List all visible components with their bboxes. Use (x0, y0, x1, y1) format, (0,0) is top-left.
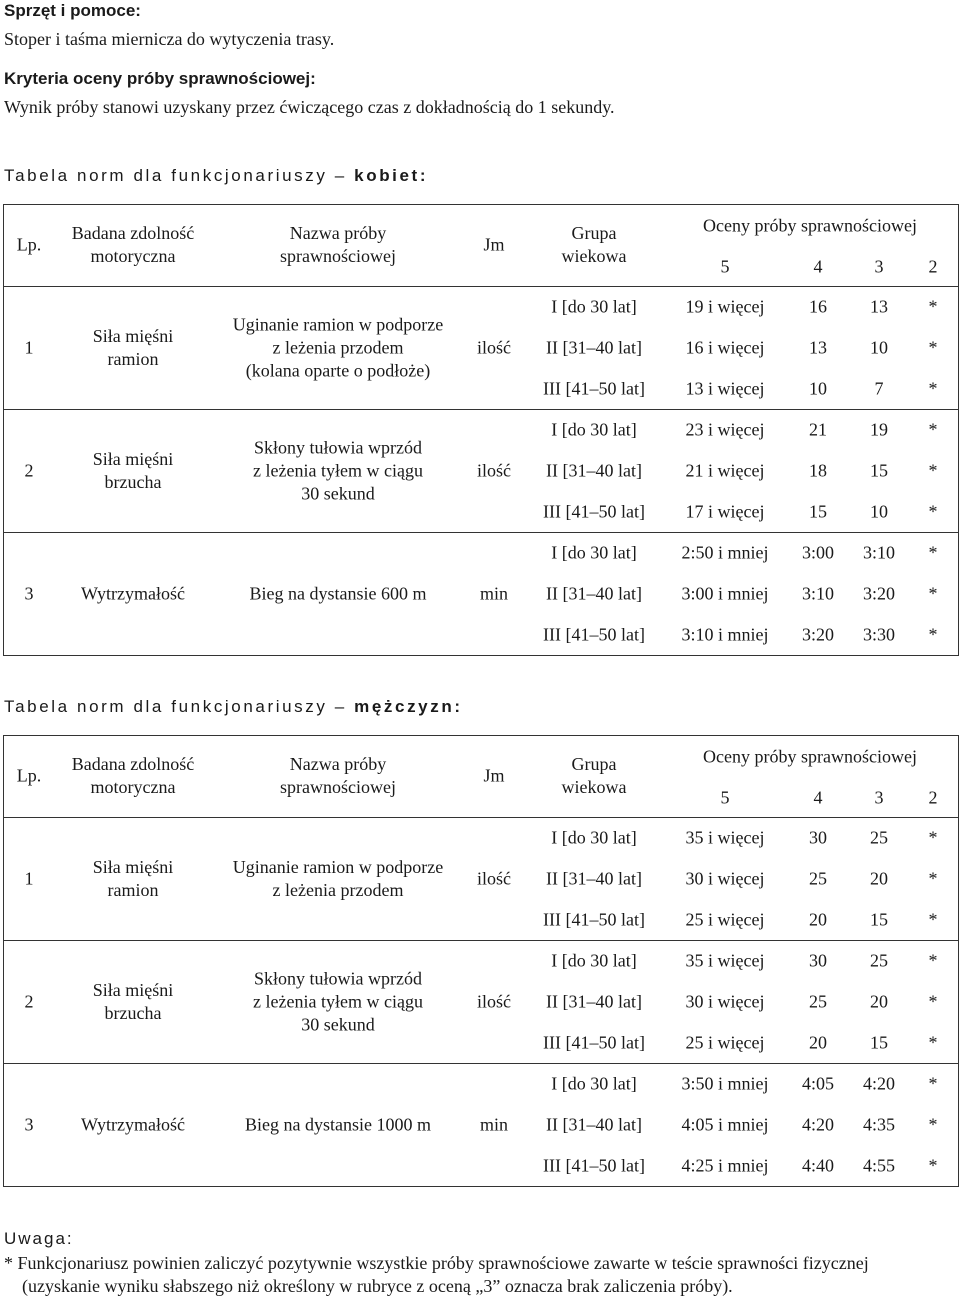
grade-4-cell: 10 (809, 378, 827, 398)
grade-4-cell: 16 (809, 296, 827, 316)
header-grade-4: 4 (813, 256, 823, 277)
grade-2-cell: * (928, 909, 938, 929)
grade-2-cell: * (928, 337, 938, 357)
grade-3-cell: 7 (874, 378, 884, 398)
grade-5-cell: 35 i więcej (685, 827, 765, 847)
grade-3-cell: 25 (870, 950, 888, 970)
row-ability: Siła mięśni ramion (92, 856, 174, 900)
grade-5-cell: 23 i więcej (685, 419, 765, 439)
row-lp: 3 (24, 1114, 34, 1134)
table-rule-v (3, 817, 4, 941)
header-ability: Badana zdolność motoryczna (71, 754, 195, 797)
age-group-cell: II [31–40 lat] (546, 460, 642, 480)
grade-3-cell: 15 (870, 460, 888, 480)
grade-2-cell: * (928, 501, 938, 521)
table-rule-v (958, 940, 959, 1064)
row-test-name: Bieg na dystansie 1000 m (245, 1114, 431, 1134)
grade-5-cell: 19 i więcej (685, 296, 765, 316)
age-group-cell: III [41–50 lat] (543, 909, 645, 929)
header-test-name: Nazwa próby sprawnościowej (280, 223, 396, 266)
grade-3-cell: 4:35 (862, 1114, 896, 1134)
age-group-cell: III [41–50 lat] (543, 1032, 645, 1052)
row-unit: ilość (477, 337, 511, 357)
grade-2-cell: * (928, 296, 938, 316)
grade-4-cell: 25 (809, 991, 827, 1011)
header-ability: Badana zdolność motoryczna (71, 223, 195, 266)
grade-3-cell: 20 (870, 991, 888, 1011)
grade-5-cell: 4:05 i mniej (681, 1114, 769, 1134)
grade-2-cell: * (928, 542, 938, 562)
table-rule-v (958, 735, 959, 818)
header-grade-3: 3 (874, 256, 884, 277)
grade-2-cell: * (928, 827, 938, 847)
age-group-cell: I [do 30 lat] (551, 827, 637, 847)
grade-5-cell: 4:25 i mniej (681, 1155, 769, 1175)
row-lp: 2 (24, 460, 34, 480)
grade-2-cell: * (928, 419, 938, 439)
table-rule-v (3, 204, 4, 287)
note-heading: Uwaga: (4, 1229, 74, 1248)
grade-2-cell: * (928, 378, 938, 398)
row-lp: 2 (24, 991, 34, 1011)
grade-3-cell: 4:55 (862, 1155, 896, 1175)
grade-5-cell: 30 i więcej (685, 991, 765, 1011)
header-grade-2: 2 (928, 256, 938, 277)
table-rule-h (3, 735, 958, 736)
header-age-group: Grupa wiekowa (561, 754, 627, 797)
grade-4-cell: 18 (809, 460, 827, 480)
age-group-cell: III [41–50 lat] (543, 1155, 645, 1175)
age-group-cell: II [31–40 lat] (546, 991, 642, 1011)
header-grades-title: Oceny próby sprawnościowej (703, 215, 917, 236)
header-grade-3: 3 (874, 787, 884, 808)
women-table-title: Tabela norm dla funkcjonariuszy – kobiet: (4, 166, 429, 185)
equipment-text: Stoper i taśma miernicza do wytyczenia trasy. (4, 29, 335, 49)
row-test-name: Skłony tułowia wprzód z leżenia tyłem w ciągu 30 sekund (253, 437, 423, 503)
grade-2-cell: * (928, 1032, 938, 1052)
grade-5-cell: 35 i więcej (685, 950, 765, 970)
grade-4-cell: 3:10 (801, 583, 835, 603)
table-rule-v (3, 1063, 4, 1187)
grade-4-cell: 4:40 (801, 1155, 835, 1175)
table-rule-v (958, 532, 959, 656)
table-rule-h (3, 817, 958, 818)
grade-2-cell: * (928, 583, 938, 603)
grade-5-cell: 21 i więcej (685, 460, 765, 480)
row-lp: 3 (24, 583, 34, 603)
equipment-heading: Sprzęt i pomoce: (4, 1, 141, 20)
row-unit: ilość (477, 460, 511, 480)
grade-4-cell: 4:05 (801, 1073, 835, 1093)
table-rule-h (3, 286, 958, 287)
grade-4-cell: 3:20 (801, 624, 835, 644)
grade-5-cell: 3:50 i mniej (681, 1073, 769, 1093)
header-lp: Lp. (16, 234, 42, 255)
grade-5-cell: 25 i więcej (685, 909, 765, 929)
grade-2-cell: * (928, 1073, 938, 1093)
grade-3-cell: 4:20 (862, 1073, 896, 1093)
table-rule-v (3, 409, 4, 533)
age-group-cell: I [do 30 lat] (551, 296, 637, 316)
table-rule-v (3, 940, 4, 1064)
row-ability: Siła mięśni ramion (92, 325, 174, 369)
row-unit: ilość (477, 868, 511, 888)
grade-3-cell: 3:20 (862, 583, 896, 603)
header-unit: Jm (483, 234, 505, 255)
grade-5-cell: 2:50 i mniej (681, 542, 769, 562)
table-rule-h (3, 532, 958, 533)
grade-2-cell: * (928, 624, 938, 644)
grade-5-cell: 13 i więcej (685, 378, 765, 398)
table-rule-v (958, 204, 959, 287)
row-ability: Siła mięśni brzucha (92, 448, 174, 492)
row-lp: 1 (24, 868, 34, 888)
grade-3-cell: 10 (870, 337, 888, 357)
row-unit: min (479, 583, 509, 603)
row-ability: Wytrzymałość (81, 583, 185, 603)
table-rule-h (3, 204, 958, 205)
grade-5-cell: 3:10 i mniej (681, 624, 769, 644)
age-group-cell: I [do 30 lat] (551, 542, 637, 562)
table-rule-v (3, 735, 4, 818)
row-unit: min (479, 1114, 509, 1134)
header-grade-4: 4 (813, 787, 823, 808)
grade-3-cell: 3:30 (862, 624, 896, 644)
table-rule-h (3, 655, 958, 656)
grade-3-cell: 19 (870, 419, 888, 439)
grade-3-cell: 20 (870, 868, 888, 888)
age-group-cell: III [41–50 lat] (543, 501, 645, 521)
age-group-cell: I [do 30 lat] (551, 419, 637, 439)
grade-4-cell: 30 (809, 950, 827, 970)
row-ability: Wytrzymałość (81, 1114, 185, 1134)
table-rule-h (3, 940, 958, 941)
grade-3-cell: 25 (870, 827, 888, 847)
table-rule-v (958, 817, 959, 941)
grade-2-cell: * (928, 460, 938, 480)
grade-2-cell: * (928, 991, 938, 1011)
row-ability: Siła mięśni brzucha (92, 979, 174, 1023)
grade-3-cell: 3:10 (862, 542, 896, 562)
grade-4-cell: 15 (809, 501, 827, 521)
grade-3-cell: 15 (870, 909, 888, 929)
age-group-cell: II [31–40 lat] (546, 868, 642, 888)
table-rule-v (958, 1063, 959, 1187)
grade-5-cell: 17 i więcej (685, 501, 765, 521)
table-rule-h (3, 1063, 958, 1064)
grade-4-cell: 20 (809, 909, 827, 929)
table-rule-v (3, 532, 4, 656)
grade-4-cell: 3:00 (801, 542, 835, 562)
grade-4-cell: 25 (809, 868, 827, 888)
row-lp: 1 (24, 337, 34, 357)
row-test-name: Uginanie ramion w podporze z leżenia przodem (232, 856, 444, 900)
header-grades-title: Oceny próby sprawnościowej (703, 746, 917, 767)
table-rule-h (3, 1186, 958, 1187)
header-age-group: Grupa wiekowa (561, 223, 627, 266)
grade-4-cell: 4:20 (801, 1114, 835, 1134)
header-test-name: Nazwa próby sprawnościowej (280, 754, 396, 797)
row-test-name: Uginanie ramion w podporze z leżenia przodem (kolana oparte o podłoże) (232, 314, 444, 380)
grade-5-cell: 25 i więcej (685, 1032, 765, 1052)
men-table-title: Tabela norm dla funkcjonariuszy – mężczyzn: (4, 697, 463, 716)
grade-5-cell: 30 i więcej (685, 868, 765, 888)
header-grade-2: 2 (928, 787, 938, 808)
row-test-name: Bieg na dystansie 600 m (249, 583, 427, 603)
row-unit: ilość (477, 991, 511, 1011)
grade-4-cell: 30 (809, 827, 827, 847)
criteria-text: Wynik próby stanowi uzyskany przez ćwiczącego czas z dokładnością do 1 sekundy. (4, 97, 615, 117)
header-grade-5: 5 (720, 787, 730, 808)
age-group-cell: II [31–40 lat] (546, 337, 642, 357)
age-group-cell: I [do 30 lat] (551, 1073, 637, 1093)
age-group-cell: II [31–40 lat] (546, 1114, 642, 1134)
header-grade-5: 5 (720, 256, 730, 277)
grade-5-cell: 3:00 i mniej (681, 583, 769, 603)
table-rule-v (958, 409, 959, 533)
table-rule-v (958, 286, 959, 410)
grade-3-cell: 13 (870, 296, 888, 316)
grade-2-cell: * (928, 950, 938, 970)
header-lp: Lp. (16, 765, 42, 786)
table-rule-h (3, 409, 958, 410)
grade-3-cell: 10 (870, 501, 888, 521)
grade-2-cell: * (928, 868, 938, 888)
age-group-cell: III [41–50 lat] (543, 624, 645, 644)
table-rule-v (3, 286, 4, 410)
age-group-cell: I [do 30 lat] (551, 950, 637, 970)
grade-4-cell: 20 (809, 1032, 827, 1052)
note-line-1: * Funkcjonariusz powinien zaliczyć pozytywnie wszystkie próby sprawnościowe zawarte w teście sprawności fizycznej (4, 1253, 869, 1273)
note-line-2: (uzyskanie wyniku słabszego niż określony w rubryce z oceną „3” oznacza brak zaliczenia próby). (22, 1276, 733, 1296)
grade-3-cell: 15 (870, 1032, 888, 1052)
grade-5-cell: 16 i więcej (685, 337, 765, 357)
age-group-cell: III [41–50 lat] (543, 378, 645, 398)
grade-4-cell: 21 (809, 419, 827, 439)
grade-4-cell: 13 (809, 337, 827, 357)
age-group-cell: II [31–40 lat] (546, 583, 642, 603)
criteria-heading: Kryteria oceny próby sprawnościowej: (4, 69, 316, 88)
header-unit: Jm (483, 765, 505, 786)
grade-2-cell: * (928, 1155, 938, 1175)
grade-2-cell: * (928, 1114, 938, 1134)
row-test-name: Skłony tułowia wprzód z leżenia tyłem w ciągu 30 sekund (253, 968, 423, 1034)
